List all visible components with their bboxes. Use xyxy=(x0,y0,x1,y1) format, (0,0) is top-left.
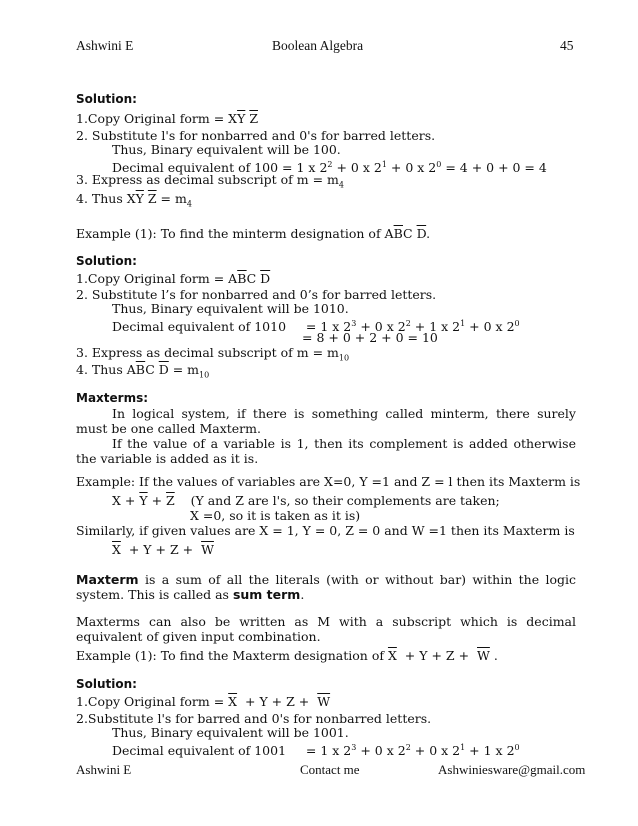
example-minterm: Example (1): To find the minterm designation of $A\overline{B}C$ $\overline{D}$. xyxy=(76,226,431,241)
s1-step3: 3. Express as decimal subscript of $m = m_4$ xyxy=(76,172,344,190)
maxterm-similarly: Similarly, if given values are X = 1, Y = 0, Z = 0 and W =1 then its Maxterm is xyxy=(76,523,575,538)
maxterms-heading: Maxterms: xyxy=(76,391,149,405)
s2-step2-result: = 8 + 0 + 2 + 0 = 10 xyxy=(302,330,438,345)
s2-step3: 3. Express as decimal subscript of $m = m_{10}$ xyxy=(76,345,350,363)
s2-step2: 2. Substitute l’s for nonbarred and 0’s for barred letters. xyxy=(76,287,437,302)
footer-contact: Contact me xyxy=(300,762,360,777)
s2-step2-decimal: Decimal equivalent of 1010 = 1 x $2^3 + 0$ x $2^2 + 1$ x $2^1 + 0$ x $2^0$ xyxy=(112,319,520,335)
maxterm-example-note2: X =0, so it is taken as it is) xyxy=(190,508,361,523)
s3-step2-decimal: Decimal equivalent of 1001 = 1 x $2^3 + 0$ x $2^2 + 0$ x $2^1 + 1$ x $2^0$ xyxy=(112,743,520,759)
s1-step4: 4. Thus $X\overline{Y}$ $\overline{Z} = m_4$ xyxy=(76,191,192,209)
header-author: Ashwini E xyxy=(76,38,134,53)
s1-step1: 1.Copy Original form = $X\overline{Y}$ $\overline{Z}$ xyxy=(76,111,258,126)
footer-email: Ashwiniesware@gmail.com xyxy=(438,762,586,777)
maxterm-example: Example: If the values of variables are X=0, Y =1 and Z = l then its Maxterm is xyxy=(76,474,581,489)
s3-step1: 1.Copy Original form = $\overline{X} + Y + Z + \overline{W}$ xyxy=(76,694,331,709)
solution-heading-2: Solution: xyxy=(76,254,137,268)
footer-author: Ashwini E xyxy=(76,762,132,777)
s3-step2-binary: Thus, Binary equivalent will be 1001. xyxy=(112,725,349,740)
s1-step2: 2. Substitute l's for nonbarred and 0's for barred letters. xyxy=(76,128,436,143)
s2-step2-binary: Thus, Binary equivalent will be 1010. xyxy=(112,301,349,316)
maxterms-para2: If the value of a variable is 1, then its complement is added otherwise the variable is added as it is. xyxy=(76,436,576,466)
s1-step2-binary: Thus, Binary equivalent will be 100. xyxy=(112,142,341,157)
maxterm-example-expr: $X + \overline{Y} + \overline{Z}$ (Y and Z are l's, so their complements are taken; xyxy=(112,493,500,508)
s2-step1: 1.Copy Original form = $A\overline{B}C$ $\overline{D}$ xyxy=(76,271,271,286)
maxterm-definition: Maxterm is a sum of all the literals (with or without bar) within the logic system. This is called as sum term. xyxy=(76,572,576,602)
maxterm-similarly-expr: $\overline{X} + Y + Z + \overline{W}$ xyxy=(112,542,214,557)
solution-heading-1: Solution: xyxy=(76,92,137,106)
s1-step2-decimal: Decimal equivalent of 100 = 1 x $2^2 + 0$ x $2^1 + 0$ x $2^0 = 4 + 0 + 0 = 4$ xyxy=(112,160,547,176)
s2-step4: 4. Thus $A\overline{B}C$ $\overline{D} = m_{10}$ xyxy=(76,362,210,380)
header-title: Boolean Algebra xyxy=(272,38,364,53)
maxterm-m-text: Maxterms can also be written as M with a subscript which is decimal equivalent of given input combination. xyxy=(76,614,576,644)
s3-step2: 2.Substitute l's for barred and 0's for nonbarred letters. xyxy=(76,711,432,726)
solution-heading-3: Solution: xyxy=(76,677,137,691)
maxterms-para1: In logical system, if there is something called minterm, there surely must be one called Maxterm. xyxy=(76,406,576,436)
maxterm-example1: Example (1): To find the Maxterm designation of $\overline{X} + Y + Z + \overline{W}$ . xyxy=(76,648,498,663)
header-page-number: 45 xyxy=(560,38,574,53)
